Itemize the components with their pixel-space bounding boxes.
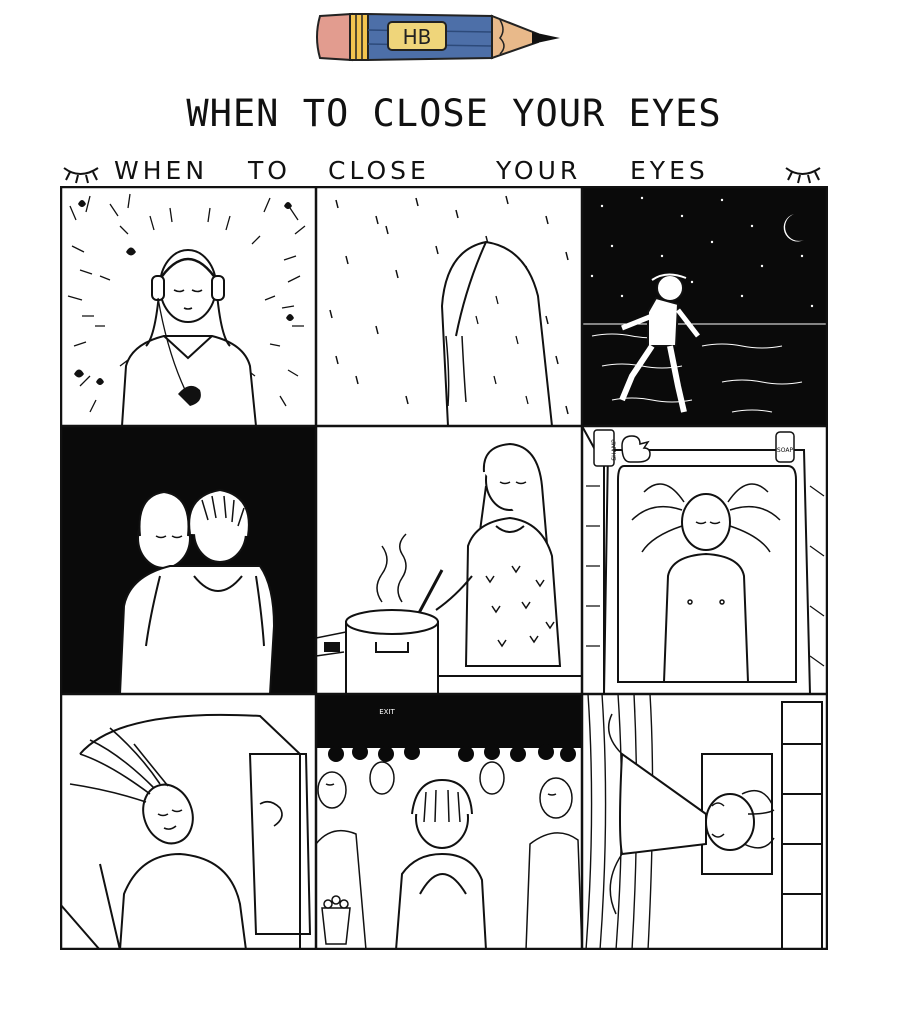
pencil-ferrule (350, 14, 368, 60)
pencil-lead (532, 32, 560, 44)
closed-eye-left-icon (60, 158, 104, 186)
strip-title-word: EYES (630, 156, 709, 185)
pencil-eraser (317, 14, 352, 60)
page-title: WHEN TO CLOSE YOUR EYES (186, 92, 722, 135)
soap-label: SOAP (776, 447, 794, 454)
comic-grid (60, 186, 828, 950)
shampoo-label: SHAMP (611, 439, 618, 461)
comic-strip-title (60, 156, 830, 188)
strip-title-word: WHEN (114, 156, 209, 185)
closed-eye-right-icon (782, 158, 826, 186)
exit-sign-label: EXIT (379, 708, 395, 716)
pencil-grade-label: HB (402, 25, 432, 49)
strip-title-word: YOUR (496, 156, 582, 185)
strip-title-word: CLOSE (328, 156, 430, 185)
pencil-wood-tip (492, 16, 538, 58)
grid-borders (60, 186, 828, 950)
pencil-illustration (312, 8, 564, 66)
strip-title-word: TO (248, 156, 291, 185)
